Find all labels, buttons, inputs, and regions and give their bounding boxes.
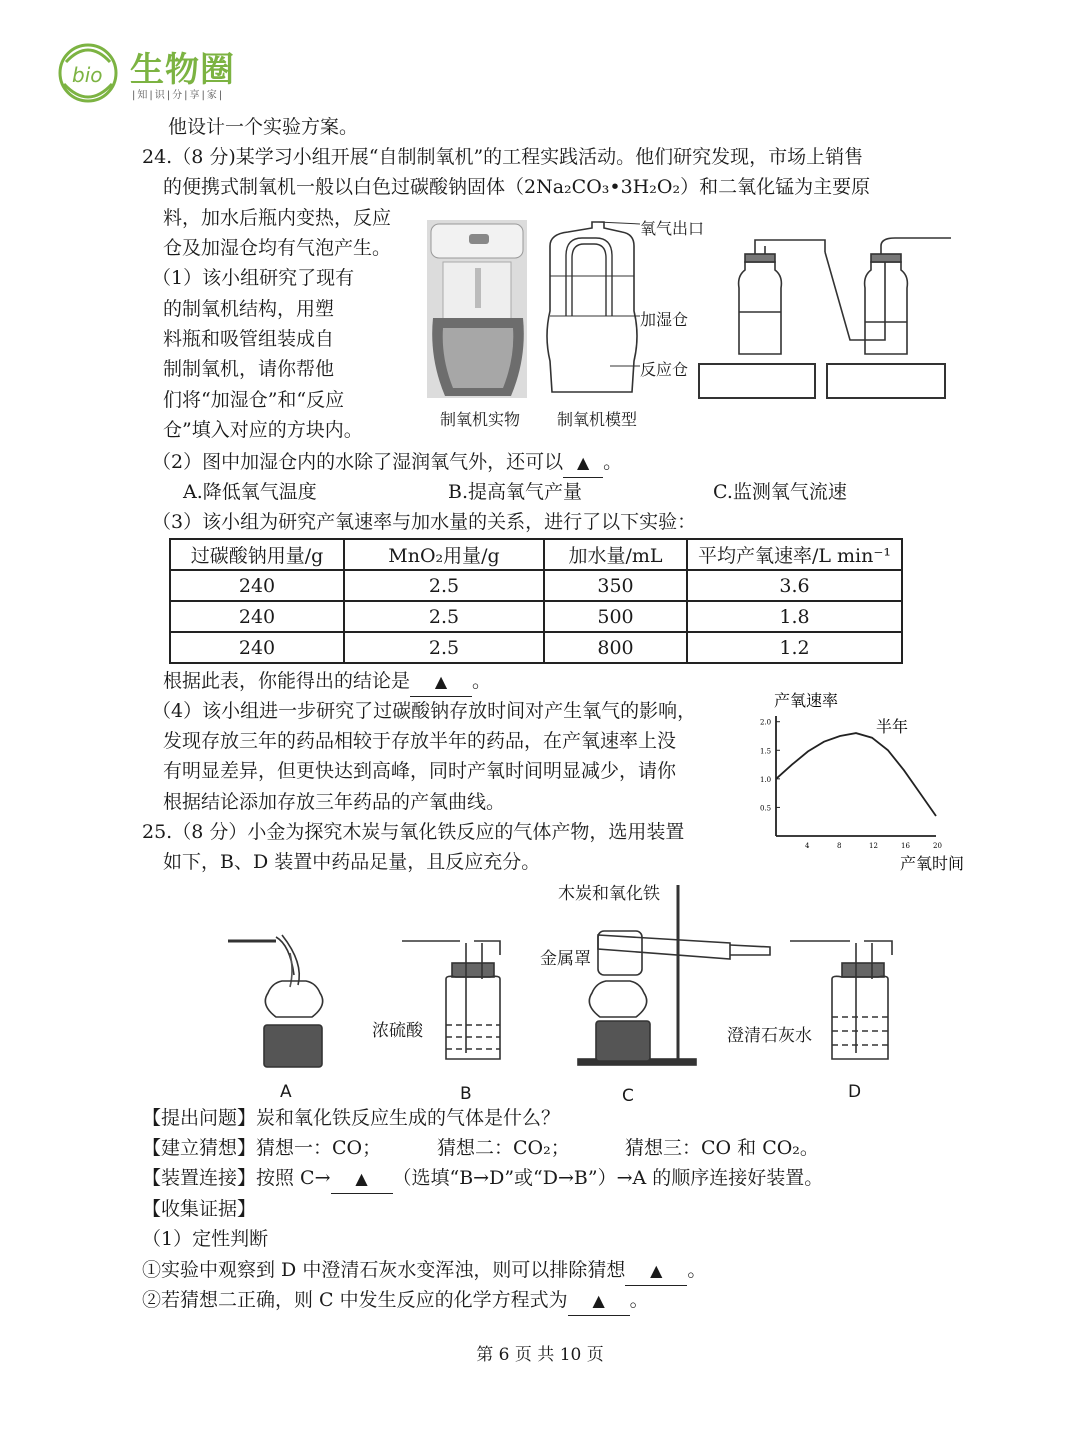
chart-y-tick-label: 2.0 — [760, 718, 772, 727]
label-device-b: B — [460, 1084, 472, 1104]
q24-p4-line-3: 有明显差异，但更快达到高峰，同时产氧时间明显减少，请你 — [163, 760, 677, 782]
table-row — [170, 632, 902, 663]
label-device-c: C — [622, 1086, 634, 1106]
q25-line-1: 25.（8 分）小金为探究木炭与氧化铁反应的气体产物，选用装置 — [142, 821, 685, 843]
logo-title: 生物圈 — [130, 50, 235, 90]
option-b: B.提高氧气产量 — [448, 481, 583, 503]
q24-line-6: 的制氧机结构，用塑 — [163, 298, 335, 320]
option-c: C.监测氧气流速 — [713, 481, 847, 503]
q24-p2: （2）图中加湿仓内的水除了湿润氧气外，还可以 ▲ 。 — [152, 448, 622, 478]
table-cell: 500 — [544, 601, 687, 632]
q24-line-7: 料瓶和吸管组装成自 — [163, 328, 335, 350]
chart-xlabel: 产氧时间 — [900, 854, 965, 873]
option-a: A.降低氧气温度 — [183, 481, 317, 503]
q25-line-2: 如下，B、D 装置中药品足量，且反应充分。 — [163, 851, 541, 873]
logo — [52, 40, 252, 106]
table-row — [170, 601, 902, 632]
q24-line-10: 仓”填入对应的方块内。 — [163, 419, 363, 441]
answer-blank-connect[interactable]: ▲ — [331, 1165, 393, 1194]
chart-x-tick-label: 8 — [837, 842, 842, 850]
chart-series-half-year — [776, 733, 936, 816]
q24-line-9: 们将“加湿仓”和“反应 — [163, 389, 345, 411]
table-header: MnO₂用量/g — [344, 539, 544, 570]
chart-x-tick-label: 16 — [901, 842, 910, 850]
table-cell: 800 — [544, 632, 687, 663]
q24-line-1: 24.（8 分)某学习小组开展“自制制氧机”的工程实践活动。他们研究发现，市场上销售 — [142, 146, 864, 168]
q24-p3: （3）该小组为研究产氧速率与加水量的关系，进行了以下实验： — [152, 511, 697, 533]
page-footer: 第 6 页 共 10 页 — [476, 1345, 604, 1365]
label-device-a: A — [280, 1082, 292, 1102]
label-limewater: 澄清石灰水 — [727, 1026, 812, 1046]
model-caption: 制氧机模型 — [557, 410, 638, 429]
chart-ylabel: 产氧速率 — [774, 691, 839, 710]
q24-line-4: 仓及加湿仓均有气泡产生。 — [163, 237, 392, 259]
humidifier-label: 加湿仓 — [640, 310, 689, 329]
answer-box-right[interactable] — [827, 364, 945, 398]
table-row — [170, 570, 902, 601]
q24-p4-line-2: 发现存放三年的药品相较于存放半年的药品，在产氧速率上没 — [163, 730, 677, 752]
q24-p4-line-1: （4）该小组进一步研究了过碳酸钠存放时间对产生氧气的影响， — [152, 700, 697, 722]
table-cell: 2.5 — [344, 632, 544, 663]
table-header: 加水量/mL — [544, 539, 687, 570]
table-header: 过碳酸钠用量/g — [170, 539, 344, 570]
chart-x-tick-label: 20 — [933, 842, 942, 850]
q24-line-5: （1）该小组研究了现有 — [152, 267, 355, 289]
q25-collect: 【收集证据】 — [142, 1198, 257, 1220]
logo-subtitle: |知|识|分|享|家| — [132, 90, 225, 101]
apparatus-diagram — [220, 875, 940, 1075]
q25-guess-3: 猜想三：CO 和 CO₂。 — [625, 1137, 819, 1159]
q25-guess-2: 猜想二：CO₂； — [437, 1137, 570, 1159]
table-cell: 2.5 — [344, 601, 544, 632]
q25-item-1: ①实验中观察到 D 中澄清石灰水变浑浊，则可以排除猜想 ▲ 。 — [142, 1256, 706, 1286]
q25-qualitative: （1）定性判断 — [142, 1228, 269, 1250]
q24-line-2: 的便携式制氧机一般以白色过碳酸钠固体（2Na₂CO₃•3H₂O₂）和二氧化锰为主要原 — [163, 176, 871, 198]
bio-leaf-icon — [52, 40, 128, 106]
table-cell: 3.6 — [687, 570, 902, 601]
q25-guess-1: 【建立猜想】猜想一：CO； — [142, 1137, 382, 1159]
oxygen-outlet-label: 氧气出口 — [640, 219, 705, 238]
oxygen-machine-photo — [425, 218, 530, 401]
table-cell: 1.2 — [687, 632, 902, 663]
real-machine-caption: 制氧机实物 — [440, 410, 521, 429]
table-cell: 240 — [170, 601, 344, 632]
chart-series-label: 半年 — [876, 717, 909, 736]
reactor-label: 反应仓 — [640, 360, 689, 379]
svg-text:bio: bio — [72, 63, 103, 87]
table-cell: 1.8 — [687, 601, 902, 632]
homemade-bottles-diagram — [695, 232, 955, 402]
chart-y-tick-label: 1.0 — [760, 775, 772, 784]
label-metal-cover: 金属罩 — [540, 949, 591, 969]
q25-question: 【提出问题】炭和氧化铁反应生成的气体是什么？ — [142, 1107, 561, 1129]
label-sulfuric-acid: 浓硫酸 — [372, 1021, 423, 1041]
table-cell: 240 — [170, 570, 344, 601]
table-header-row — [170, 539, 902, 570]
intro-line: 他设计一个实验方案。 — [168, 116, 359, 138]
answer-blank-p2[interactable]: ▲ — [563, 449, 603, 478]
q24-line-3: 料，加水后瓶内变热，反应 — [163, 207, 392, 229]
experiment-table — [169, 538, 903, 664]
q24-p3-conclusion: 根据此表，你能得出的结论是 ▲ 。 — [163, 667, 491, 697]
table-cell: 350 — [544, 570, 687, 601]
table-cell: 2.5 — [344, 570, 544, 601]
label-charcoal-iron-oxide: 木炭和氧化铁 — [558, 884, 660, 904]
answer-blank-p3[interactable]: ▲ — [410, 668, 472, 697]
q25-item-2: ②若猜想二正确，则 C 中发生反应的化学方程式为 ▲ 。 — [142, 1286, 649, 1316]
answer-blank-item1[interactable]: ▲ — [625, 1257, 687, 1286]
label-device-d: D — [848, 1082, 862, 1102]
q25-connect: 【装置连接】按照 C→ ▲ （选填“B→D”或“D→B”）→A 的顺序连接好装置。 — [142, 1164, 823, 1194]
chart-x-tick-label: 4 — [805, 842, 810, 850]
q24-p4-line-4: 根据结论添加存放三年药品的产氧曲线。 — [163, 791, 506, 813]
table-header: 平均产氧速率/L min⁻¹ — [687, 539, 902, 570]
answer-blank-item2[interactable]: ▲ — [568, 1287, 630, 1316]
oxygen-rate-chart — [750, 686, 980, 878]
chart-x-tick-label: 12 — [869, 842, 878, 850]
chart-y-tick-label: 0.5 — [760, 804, 772, 813]
oxygen-machine-model — [540, 216, 650, 402]
answer-box-left[interactable] — [699, 364, 815, 398]
table-cell: 240 — [170, 632, 344, 663]
chart-y-tick-label: 1.5 — [760, 747, 772, 756]
q24-line-8: 制制氧机，请你帮他 — [163, 358, 335, 380]
